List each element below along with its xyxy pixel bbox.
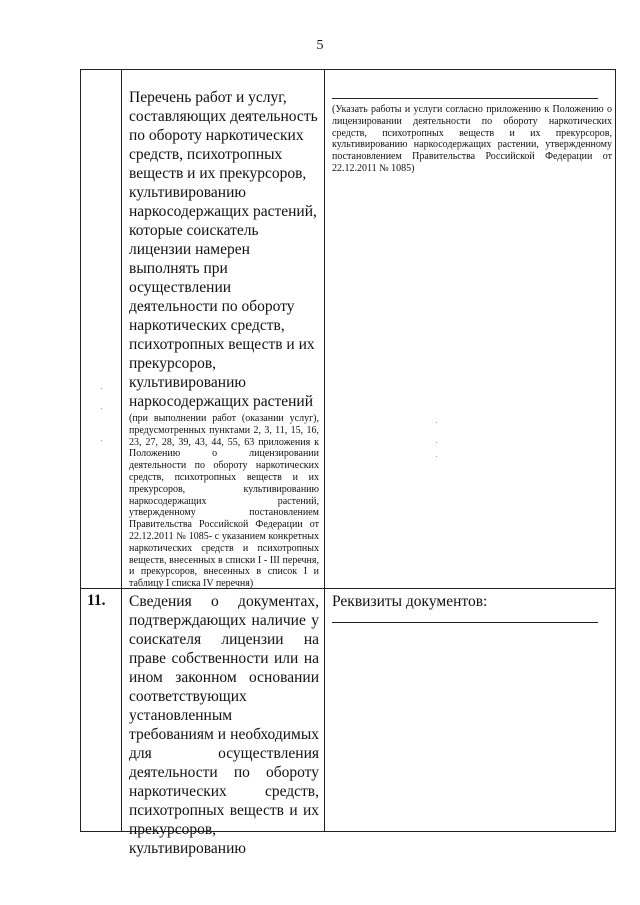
- scan-speck: [436, 422, 437, 423]
- scan-speck: [436, 456, 437, 457]
- scan-speck: [101, 388, 102, 389]
- row-title: Перечень работ и услуг, составляющих деятельность по обороту наркотических средств, психотропных веществ и их прекурсоров, культивированию наркосодержащих растений, которые соискатель лицензии намерен выполнять при осуществлении деятельности по обороту наркотических средств, психотропных веществ и их прекурсоров, культивированию наркосодержащих растений: [129, 89, 318, 410]
- row-number-cell: [81, 70, 121, 588]
- row-title: Сведения о документах, подтверждающих наличие у соискателя лицензии на праве собственности или на ином законном основании соответствующих установленным требованиям и необходимых для осуществления деятельности по обороту наркотических средств, психотропных веществ и их прекурсоров, культивированию: [129, 593, 319, 857]
- row-value-hint: (Указать работы и услуги согласно приложению к Положению о лицензировании деятельности по обороту наркотических средств, психотропных веществ и их прекурсоров, культивированию наркосодержащих растении, утвержденному постановлением Правительства Российской Федерации от 22.12.2011 № 1085): [332, 104, 612, 174]
- form-table: [80, 69, 616, 857]
- row-number-cell: [87, 592, 121, 610]
- row-value-cell: [332, 592, 612, 611]
- row-value-label: Реквизиты документов:: [332, 593, 488, 610]
- scan-speck: [436, 442, 437, 443]
- row-note: (при выполнении работ (оказании услуг), предусмотренных пунктами 2, 3, 11, 15, 16, 23, 27, 28, 39, 43, 44, 55, 63 приложения к Положению о лицензировании деятельности по обороту наркотических средств, психотропных веществ и их прекурсоров, культивированию наркосодержащих растений, утвержденному постановлением Правительства Российской Федерации от 22.12.2011 № 1085- с указанием конкретных наркотических средств и психотропных веществ, внесенных в списки I - III перечня, и прекурсоров, внесенных в список I и таблицу I списка IV перечня): [129, 413, 319, 590]
- row-number: 11.: [87, 592, 106, 609]
- row-value-cell: [332, 88, 612, 175]
- scan-speck: [101, 408, 102, 409]
- row-title-cell: [129, 88, 319, 590]
- row-title-cell: [129, 592, 319, 857]
- fill-in-line[interactable]: [332, 622, 598, 623]
- column-divider: [121, 70, 122, 831]
- column-divider: [324, 70, 325, 831]
- scan-speck: [101, 440, 102, 441]
- page-number: 5: [316, 38, 324, 53]
- fill-in-line[interactable]: [332, 98, 598, 99]
